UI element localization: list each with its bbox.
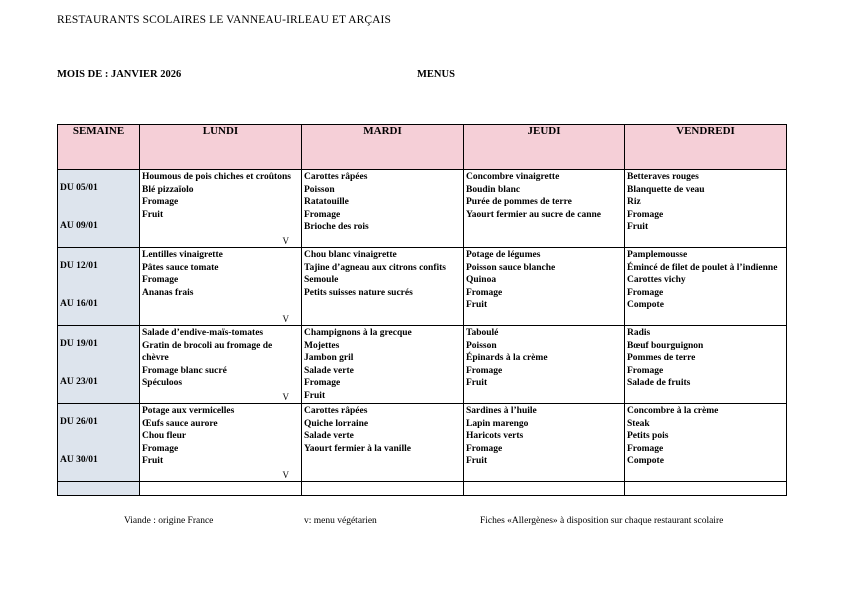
week-row [58, 326, 787, 404]
header-vendredi: VENDREDI [625, 125, 787, 170]
menu-item: Quiche lorraine [304, 418, 369, 429]
blank-cell [302, 482, 464, 496]
menu-item: Fromage [304, 378, 341, 389]
menu-item: Pamplemousse [627, 250, 688, 260]
menu-item: Fruit [627, 222, 649, 233]
header-row [58, 125, 787, 170]
menu-cell-mardi [302, 326, 464, 404]
menu-item: Poisson [304, 184, 335, 195]
menu-item: Jambon gril [304, 353, 354, 364]
menu-item: Champignons à la grecque [304, 328, 412, 338]
menu-cell-vendredi [625, 248, 787, 326]
menu-item: Fromage [142, 197, 179, 208]
menu-item: Taboulé [466, 328, 499, 338]
menu-item: Fromage blanc sucré [142, 365, 227, 376]
menu-cell-mardi [302, 404, 464, 482]
menu-item: Carottes râpées [304, 406, 368, 416]
menu-item: Fromage [142, 443, 179, 454]
menu-item: Fromage [142, 275, 179, 286]
menu-item: Quinoa [466, 275, 497, 286]
menu-item: Potage de légumes [466, 250, 541, 260]
menu-item: Salade verte [304, 365, 354, 376]
vegetarian-mark: V [282, 392, 289, 402]
week-start-date: DU 05/01 [60, 183, 98, 193]
week-cell [58, 404, 140, 482]
menu-item: Poisson [466, 340, 497, 351]
menu-item: Compote [627, 300, 664, 311]
menu-item: Fromage [466, 365, 503, 376]
menu-item: Petits pois [627, 431, 669, 442]
menu-item: Fruit [466, 300, 488, 311]
menu-cell-jeudi [464, 248, 625, 326]
menu-item: Compote [627, 456, 664, 467]
menu-item: Chou blanc vinaigrette [304, 250, 397, 260]
week-end-date: AU 16/01 [60, 299, 98, 309]
menu-item: Haricots verts [466, 431, 524, 442]
header-semaine: SEMAINE [58, 125, 140, 170]
menu-item: Œufs sauce aurore [142, 418, 218, 429]
menu-item: Bœuf bourguignon [627, 340, 704, 351]
month-label: MOIS DE : JANVIER 2026 [57, 69, 182, 80]
menu-item: Fromage [466, 443, 503, 454]
menu-cell-lundi [140, 248, 302, 326]
menu-item: Brioche des rois [304, 222, 369, 233]
menu-item: Concombre vinaigrette [466, 172, 560, 182]
menu-item: Petits suisses nature sucrés [304, 287, 413, 298]
menu-cell-vendredi [625, 404, 787, 482]
week-cell [58, 326, 140, 404]
menu-item: Salade verte [304, 431, 354, 442]
menu-cell-jeudi [464, 326, 625, 404]
header-mardi: MARDI [302, 125, 464, 170]
menu-item: Fromage [627, 209, 664, 220]
week-end-date: AU 23/01 [60, 377, 98, 387]
menu-item: Concombre à la crème [627, 406, 719, 416]
menu-cell-jeudi [464, 170, 625, 248]
menu-item: Fruit [304, 390, 326, 401]
blank-row [58, 482, 787, 496]
menu-item: Mojettes [304, 340, 340, 351]
menu-item: Carottes râpées [304, 172, 368, 182]
menu-item: Fromage [627, 443, 664, 454]
blank-cell [140, 482, 302, 496]
menu-item: Semoule [304, 275, 339, 286]
footer-origin: Viande : origine France [124, 516, 214, 526]
menu-item: Fruit [466, 456, 488, 467]
menu-item: Potage aux vermicelles [142, 406, 235, 416]
header-lundi: LUNDI [140, 125, 302, 170]
week-row [58, 248, 787, 326]
menu-cell-mardi [302, 170, 464, 248]
blank-cell [58, 482, 140, 496]
menu-cell-vendredi [625, 170, 787, 248]
menu-cell-lundi [140, 404, 302, 482]
menu-cell-vendredi [625, 326, 787, 404]
menu-item: Lapin marengo [466, 418, 529, 429]
menu-cell-jeudi [464, 404, 625, 482]
vegetarian-mark: V [282, 314, 289, 324]
menu-item: Boudin blanc [466, 184, 521, 195]
week-cell [58, 248, 140, 326]
vegetarian-mark: V [282, 236, 289, 246]
menu-item: Chou fleur [142, 431, 187, 442]
menu-item: Salade d’endive-maïs-tomates [142, 328, 264, 338]
menu-item: Gratin de brocoli au fromage de chèvre [142, 340, 273, 364]
menu-item: Riz [627, 197, 641, 208]
menu-item: Fromage [627, 365, 664, 376]
week-end-date: AU 09/01 [60, 221, 98, 231]
menu-item: Houmous de pois chiches et croûtons [142, 172, 291, 182]
menu-table [57, 124, 787, 496]
menu-item: Radis [627, 328, 651, 338]
week-cell [58, 170, 140, 248]
menu-item: Purée de pommes de terre [466, 197, 572, 208]
week-start-date: DU 19/01 [60, 339, 98, 349]
menu-item: Yaourt fermier au sucre de canne [466, 209, 601, 220]
menu-item: Lentilles vinaigrette [142, 250, 223, 260]
menu-item: Épinards à la crème [466, 353, 548, 364]
menu-item: Fromage [304, 209, 341, 220]
menu-item: Spéculoos [142, 378, 183, 389]
menu-cell-mardi [302, 248, 464, 326]
week-start-date: DU 26/01 [60, 417, 98, 427]
footer-allergens: Fiches «Allergènes» à disposition sur chaque restaurant scolaire [480, 516, 724, 526]
blank-cell [464, 482, 625, 496]
menu-item: Salade de fruits [627, 378, 691, 389]
menu-item: Fruit [466, 378, 488, 389]
menu-item: Blé pizzaïolo [142, 184, 194, 195]
week-row [58, 170, 787, 248]
menu-item: Pommes de terre [627, 353, 696, 364]
menu-item: Carottes vichy [627, 275, 686, 286]
menu-cell-lundi [140, 326, 302, 404]
menu-item: Sardines à l’huile [466, 406, 537, 416]
menu-item: Tajine d’agneau aux citrons confits [304, 262, 446, 273]
menu-item: Ratatouille [304, 197, 349, 208]
menu-item: Ananas frais [142, 287, 194, 298]
menu-item: Fruit [142, 209, 164, 220]
menu-item: Betteraves rouges [627, 172, 699, 182]
blank-cell [625, 482, 787, 496]
header-jeudi: JEUDI [464, 125, 625, 170]
week-start-date: DU 12/01 [60, 261, 98, 271]
menu-item: Blanquette de veau [627, 184, 705, 195]
menu-item: Fromage [466, 287, 503, 298]
menu-item: Steak [627, 418, 650, 429]
footer-veg-legend: v: menu végétarien [304, 516, 377, 526]
menu-item: Fromage [627, 287, 664, 298]
menu-item: Yaourt fermier à la vanille [304, 443, 411, 454]
week-row [58, 404, 787, 482]
week-end-date: AU 30/01 [60, 455, 98, 465]
menus-heading: MENUS [417, 69, 455, 80]
menu-item: Poisson sauce blanche [466, 262, 556, 273]
menu-item: Pâtes sauce tomate [142, 262, 219, 273]
menu-cell-lundi [140, 170, 302, 248]
menu-item: Émincé de filet de poulet à l’indienne [627, 262, 778, 273]
menu-item: Fruit [142, 456, 164, 467]
document-title: RESTAURANTS SCOLAIRES LE VANNEAU-IRLEAU ET ARÇAIS [57, 14, 391, 26]
vegetarian-mark: V [282, 470, 289, 480]
